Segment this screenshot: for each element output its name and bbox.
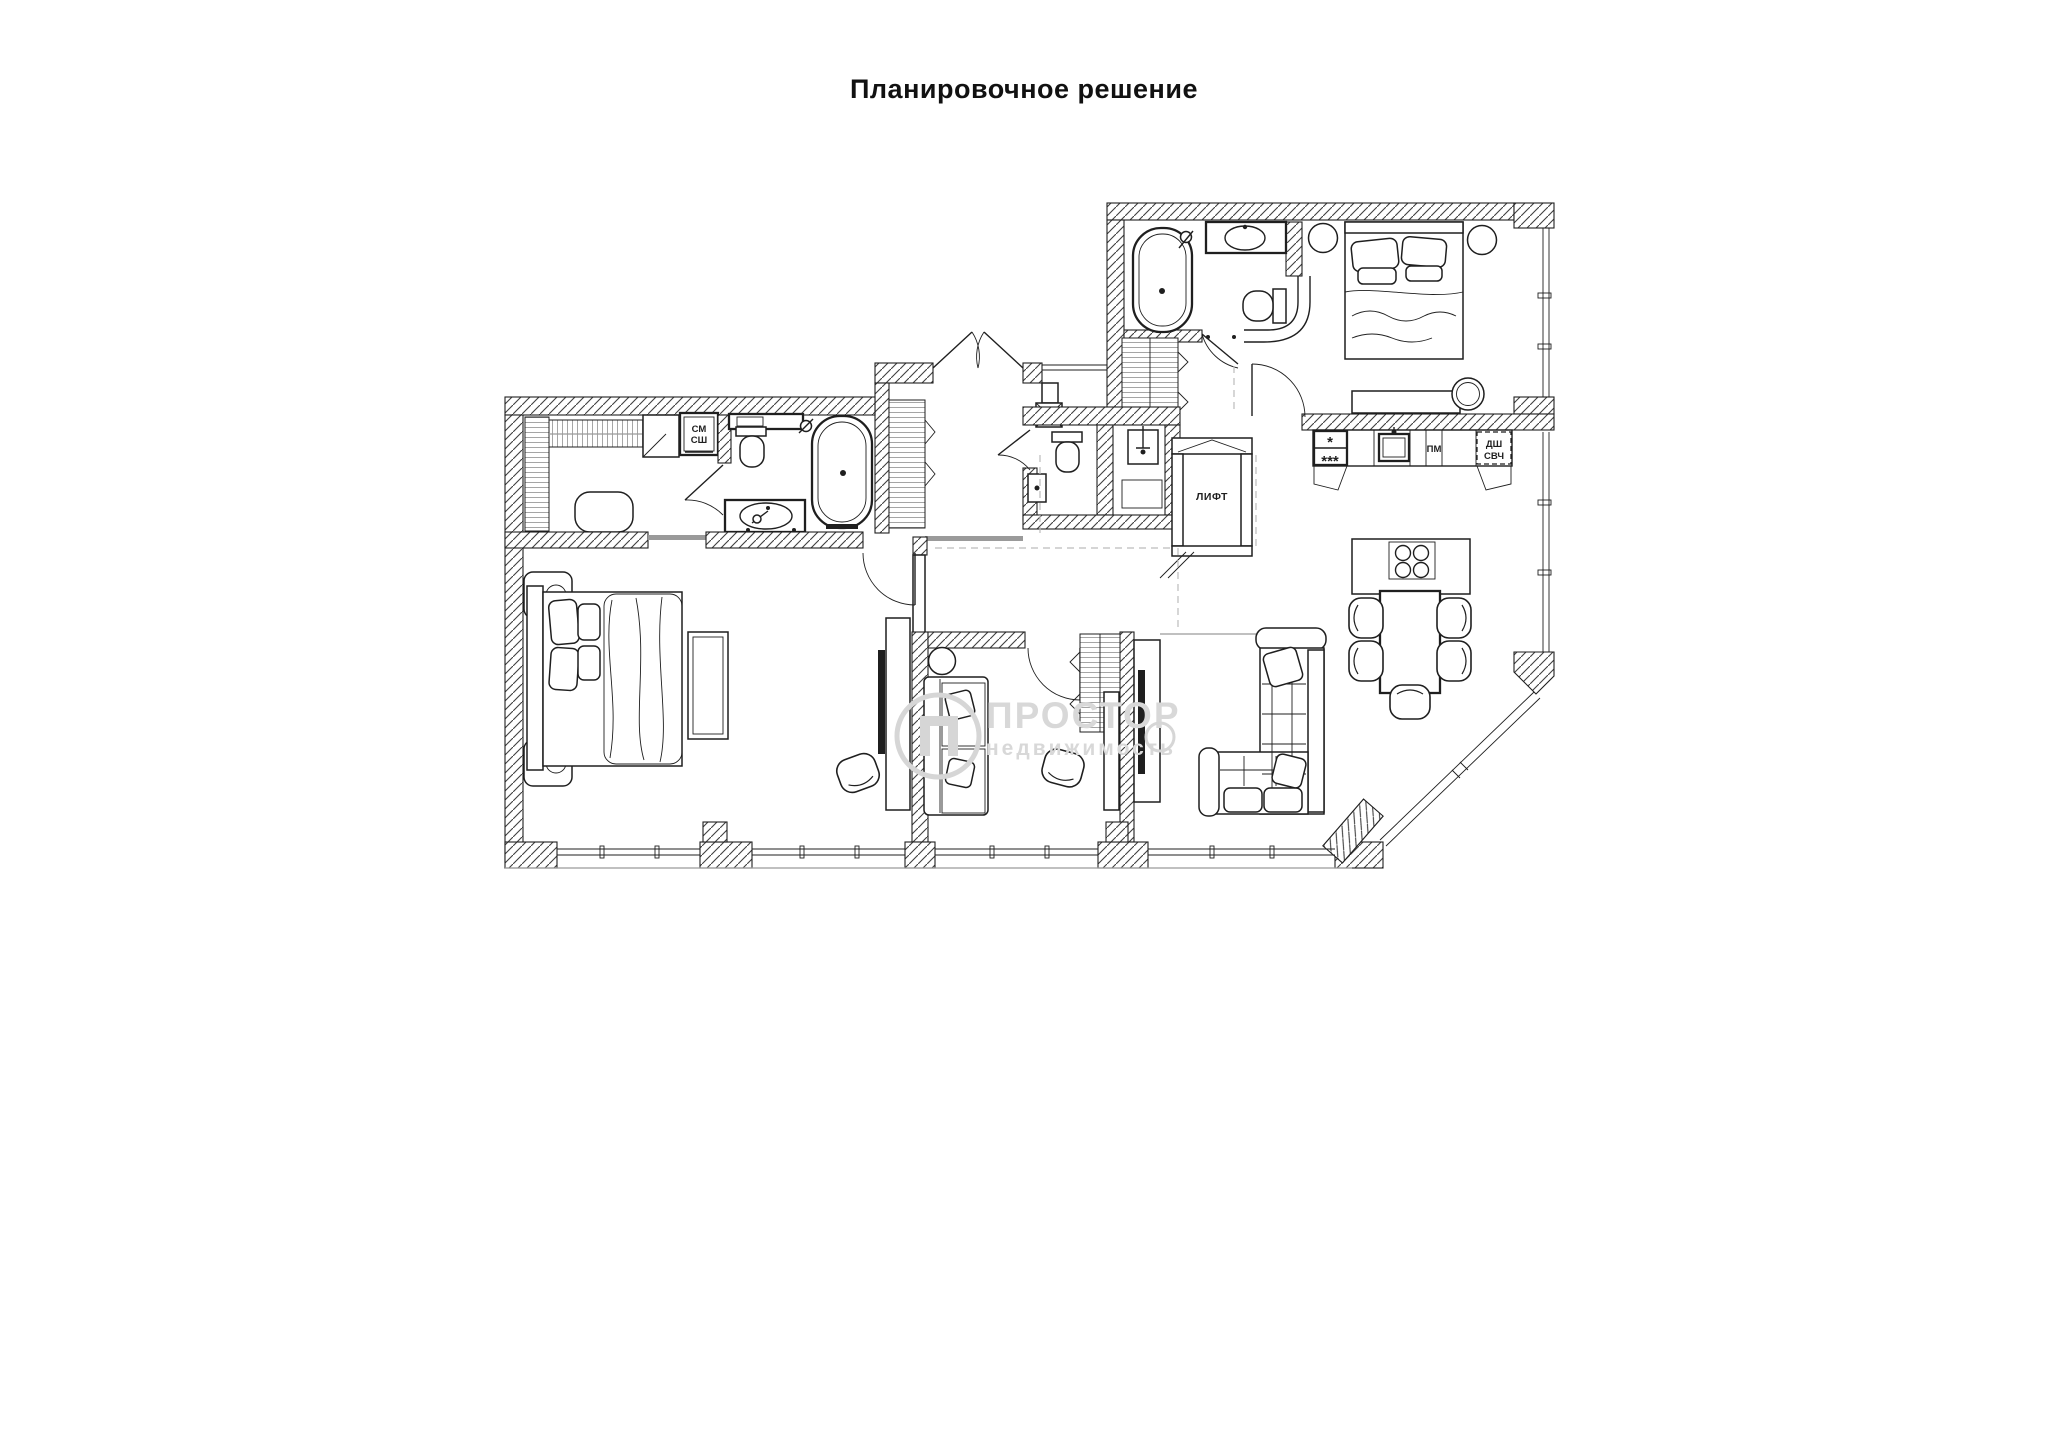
page-title: Планировочное решение [850,74,1198,104]
suite-entry-door [1252,364,1305,417]
dressing-room [525,413,731,532]
master-suite [1107,203,1554,430]
dressing-console [1352,378,1484,413]
wall-corner [1514,203,1554,228]
kitchen-sink [1379,427,1409,461]
dining-chair [1437,598,1471,638]
dining-chair [1390,685,1430,719]
nightstand [1309,224,1338,253]
corner-basin [1028,474,1046,502]
corner-cabinet [643,415,679,457]
bathtub [812,416,872,529]
laundry-basin [1128,426,1158,464]
toilet [1052,432,1082,472]
washer-dryer-column [680,413,718,455]
window-right [1538,228,1551,397]
coat-closet [889,400,935,528]
ottoman [575,492,633,532]
fridge-star-label: * [1327,434,1333,451]
appliance [1122,480,1162,508]
watermark-brand: ПРОСТОР [986,695,1181,736]
wall-partition [1286,222,1302,276]
watermark-tagline: недвижимость [986,737,1176,760]
bedroom-door [863,553,915,605]
tv [878,650,885,754]
shelving [525,417,549,531]
kitchen-counter [1313,427,1512,490]
corner-sofa [1199,628,1326,816]
living-kitchen [1134,427,1551,816]
bathroom-door [1202,334,1238,368]
duct-box [1042,383,1058,403]
dining-chair [1349,598,1383,638]
oven-label: ДШ [1485,439,1503,450]
dressing-bath-door [685,465,723,515]
bench [688,632,728,739]
elevator-label: ЛИФТ [1196,491,1228,503]
double-bed [527,586,682,770]
toilet [736,427,766,467]
dining-chair [1349,641,1383,681]
window-bottom [557,846,1335,858]
chair [833,750,882,796]
microwave-label: СВЧ [1483,451,1505,462]
wall [1107,220,1124,412]
vanity-sink [1206,222,1286,253]
dining-table [1380,591,1440,693]
wall [1107,203,1514,220]
oven-microwave-cabinet [1477,432,1511,464]
window-kitchen [1538,432,1551,652]
wall-kitchen-divider [1302,414,1554,430]
side-table [929,648,956,675]
dining-chair [1437,641,1471,681]
threshold [925,536,1023,541]
washer-label: СМ [691,424,707,435]
elevator [1160,438,1252,578]
nightstand [1468,226,1497,255]
toilet [1243,289,1286,323]
dishwasher-label: ПМ [1426,444,1442,455]
bedroom-2 [524,572,910,810]
dryer-label: СШ [690,435,708,446]
office-door [1028,648,1080,700]
dining-set [1349,591,1471,719]
fridge [1314,431,1347,470]
wc-door [998,430,1030,470]
sink-counter [725,500,805,532]
wall [1514,397,1554,414]
bathroom-2 [725,414,872,532]
headboard [527,586,543,770]
entrance-double-door [933,332,1023,368]
freezer-stars-label: *** [1321,453,1339,470]
double-bed [1345,222,1463,359]
master-bedroom [1309,222,1497,413]
guest-wc [998,407,1180,529]
sliding-door [648,535,706,540]
kitchen-island [1352,539,1470,594]
